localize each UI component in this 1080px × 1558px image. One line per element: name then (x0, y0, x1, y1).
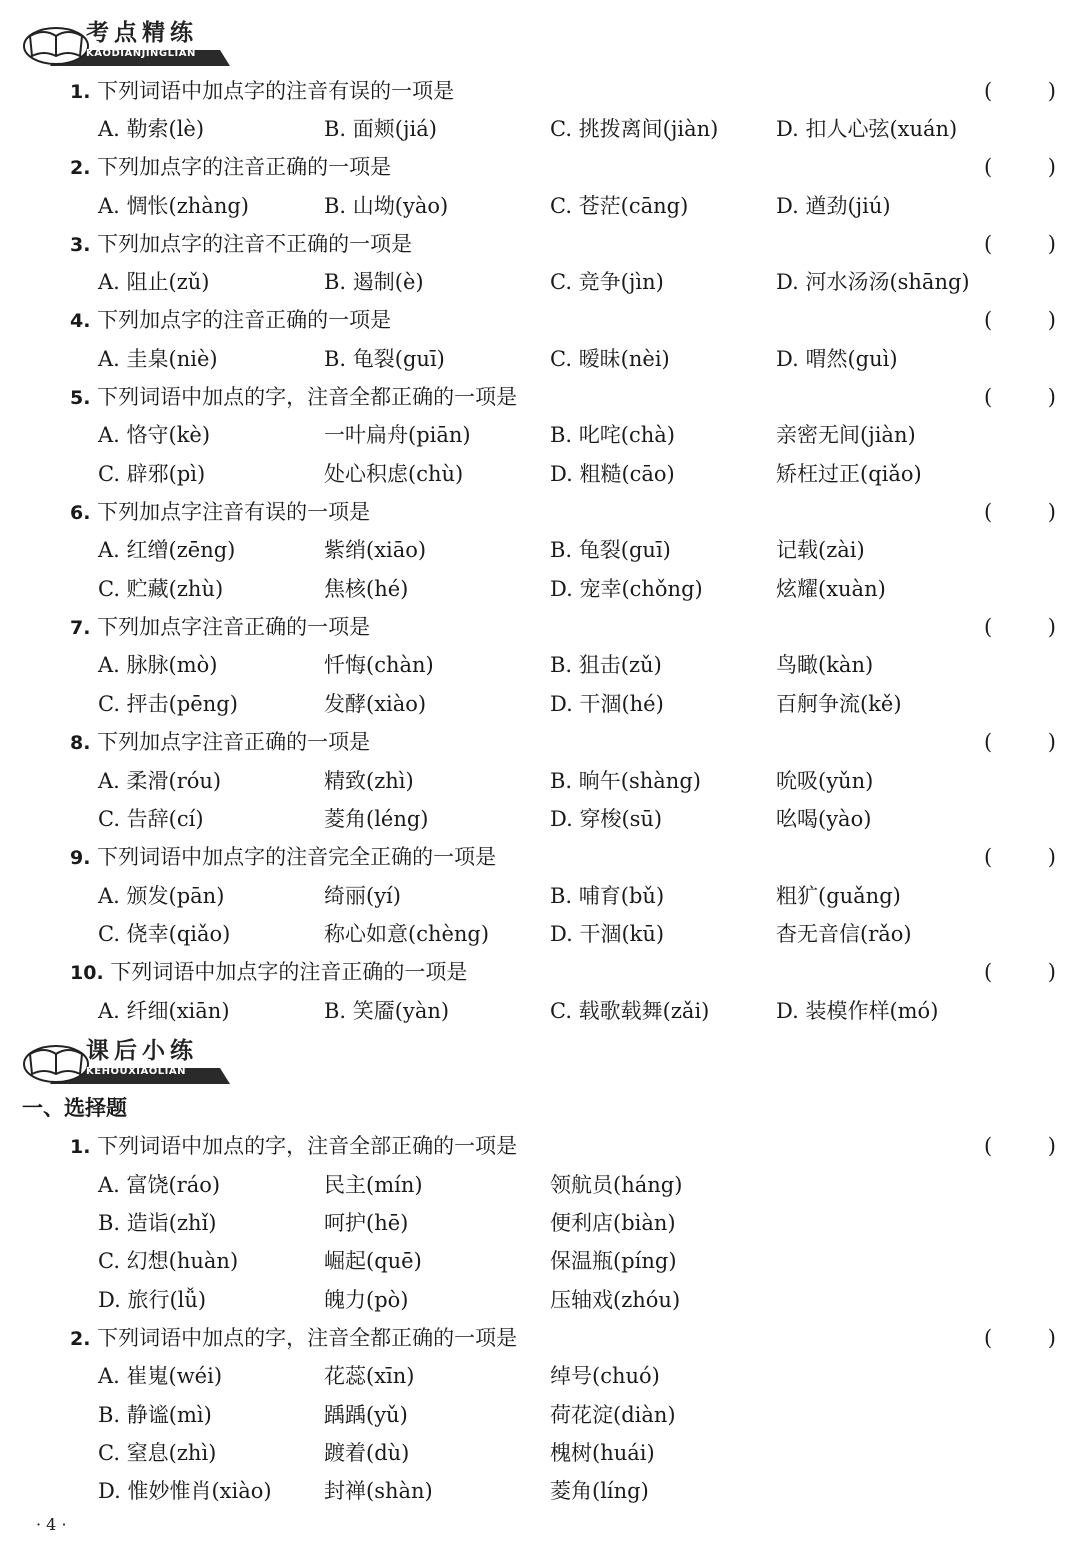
question-text: 下列词语中加点字的注音有误的一项是 (97, 79, 455, 103)
option: 炫耀(xuàn) (776, 577, 886, 601)
option[interactable]: C. 苍茫(cāng) (550, 194, 689, 218)
answer-bracket[interactable]: ( ) (984, 79, 1056, 103)
option-word: 保温瓶(píng) (550, 1249, 677, 1273)
option-row (70, 1247, 1056, 1275)
question-stem (70, 958, 1056, 986)
option[interactable]: D. 惟妙惟肖(xiào) (98, 1479, 272, 1503)
option-word: 花蕊(xīn) (324, 1364, 415, 1388)
question-stem (70, 306, 1056, 334)
option[interactable]: D. 旅行(lǚ) (98, 1288, 207, 1312)
question-text: 下列加点字注音有误的一项是 (97, 500, 371, 524)
option-row (70, 345, 1056, 373)
option[interactable]: C. 告辞(cí) (98, 807, 204, 831)
option-word: 踽踽(yǔ) (324, 1403, 408, 1427)
option[interactable]: C. 挑拨离间(jiàn) (550, 117, 719, 141)
option-word: 魄力(pò) (324, 1288, 409, 1312)
page-number: · 4 · (36, 1515, 67, 1534)
option[interactable]: B. 叱咤(chà) (550, 423, 675, 447)
option: 忏悔(chàn) (324, 653, 434, 677)
option-row (70, 882, 1056, 910)
answer-bracket[interactable]: ( ) (984, 308, 1056, 332)
section-pinyin: KEHOUXIAOLIAN (86, 1066, 186, 1077)
option-row (70, 536, 1056, 564)
question-number: 9. (70, 847, 91, 869)
question-stem (70, 498, 1056, 526)
question-stem (70, 230, 1056, 258)
question-number: 1. (70, 1136, 91, 1158)
option-row (70, 192, 1056, 220)
question-stem (70, 77, 1056, 105)
option: 绮丽(yí) (324, 884, 401, 908)
option[interactable]: B. 龟裂(guī) (324, 347, 445, 371)
question-stem (70, 613, 1056, 641)
answer-bracket[interactable]: ( ) (984, 960, 1056, 984)
question-stem (70, 843, 1056, 871)
question-number: 5. (70, 387, 91, 409)
question-number: 6. (70, 502, 91, 524)
option[interactable]: A. 纤细(xiān) (98, 999, 230, 1023)
option[interactable]: B. 笑靥(yàn) (324, 999, 450, 1023)
question-stem (70, 1324, 1056, 1352)
option[interactable]: B. 山坳(yào) (324, 194, 449, 218)
option: 记载(zài) (776, 538, 865, 562)
option: 处心积虑(chù) (324, 462, 464, 486)
option-row (70, 1286, 1056, 1314)
option[interactable]: C. 竞争(jìn) (550, 270, 664, 294)
option: 杳无音信(rǎo) (776, 922, 912, 946)
question-text: 下列加点字的注音正确的一项是 (97, 308, 392, 332)
option[interactable]: D. 装模作样(mó) (776, 999, 939, 1023)
option: 称心如意(chèng) (324, 922, 490, 946)
option-row (70, 1362, 1056, 1390)
option-row (70, 268, 1056, 296)
question-text: 下列加点字注音正确的一项是 (97, 615, 371, 639)
answer-bracket[interactable]: ( ) (984, 232, 1056, 256)
option[interactable]: B. 哺育(bǔ) (550, 884, 665, 908)
option-row (70, 920, 1056, 948)
question-stem (70, 1132, 1056, 1160)
option-word: 领航员(háng) (550, 1173, 683, 1197)
option-word: 压轴戏(zhóu) (550, 1288, 681, 1312)
question-number: 3. (70, 234, 91, 256)
option: 精致(zhì) (324, 769, 414, 793)
option[interactable]: C. 辟邪(pì) (98, 462, 206, 486)
option-row (70, 1209, 1056, 1237)
question-text: 下列加点字的注音正确的一项是 (97, 155, 392, 179)
question-number: 7. (70, 617, 91, 639)
question-number: 1. (70, 81, 91, 103)
option[interactable]: B. 龟裂(guī) (550, 538, 671, 562)
option[interactable]: A. 颁发(pān) (98, 884, 225, 908)
option[interactable]: C. 暧昧(nèi) (550, 347, 670, 371)
question-text: 下列词语中加点的字，注音全部正确的一项是 (97, 1134, 518, 1158)
option[interactable]: D. 喟然(guì) (776, 347, 898, 371)
option-word: 绰号(chuó) (550, 1364, 660, 1388)
option: 一叶扁舟(piān) (324, 423, 471, 447)
option[interactable]: D. 穿梭(sū) (550, 807, 663, 831)
question-number: 4. (70, 310, 91, 332)
option: 发酵(xiào) (324, 692, 427, 716)
option-word: 槐树(huái) (550, 1441, 655, 1465)
option[interactable]: B. 晌午(shàng) (550, 769, 701, 793)
option-word: 便利店(biàn) (550, 1211, 676, 1235)
option: 鸟瞰(kàn) (776, 653, 874, 677)
option: 矫枉过正(qiǎo) (776, 462, 922, 486)
option[interactable]: D. 遒劲(jiú) (776, 194, 891, 218)
answer-bracket[interactable]: ( ) (984, 500, 1056, 524)
option[interactable]: B. 面颊(jiá) (324, 117, 437, 141)
answer-bracket[interactable]: ( ) (984, 845, 1056, 869)
option-row (70, 690, 1056, 718)
option[interactable]: A. 富饶(ráo) (98, 1173, 221, 1197)
option-row (70, 460, 1056, 488)
question-stem (70, 728, 1056, 756)
question-text: 下列加点字的注音不正确的一项是 (97, 232, 413, 256)
option: 紫绡(xiāo) (324, 538, 427, 562)
option-row (70, 1477, 1056, 1505)
answer-bracket[interactable]: ( ) (984, 730, 1056, 754)
answer-bracket[interactable]: ( ) (984, 155, 1056, 179)
option[interactable]: B. 遏制(è) (324, 270, 424, 294)
option-word: 封禅(shàn) (324, 1479, 433, 1503)
option[interactable]: D. 扣人心弦(xuán) (776, 117, 958, 141)
option-row (70, 575, 1056, 603)
option[interactable]: A. 阻止(zǔ) (98, 270, 210, 294)
option-word: 荷花淀(diàn) (550, 1403, 676, 1427)
question-text: 下列词语中加点字的注音正确的一项是 (110, 960, 468, 984)
option[interactable]: C. 窒息(zhì) (98, 1441, 217, 1465)
question-stem (70, 153, 1056, 181)
option: 亲密无间(jiàn) (776, 423, 916, 447)
answer-bracket[interactable]: ( ) (984, 385, 1056, 409)
option-row (70, 1401, 1056, 1429)
option: 焦核(hé) (324, 577, 409, 601)
option-row (70, 421, 1056, 449)
option[interactable]: B. 静谧(mì) (98, 1403, 212, 1427)
section-header-kaodian (20, 14, 230, 64)
option[interactable]: A. 脉脉(mò) (98, 653, 218, 677)
option: 粗犷(guǎng) (776, 884, 901, 908)
option[interactable]: A. 柔滑(róu) (98, 769, 222, 793)
option[interactable]: C. 抨击(pēng) (98, 692, 238, 716)
option: 吆喝(yào) (776, 807, 872, 831)
option-row (70, 1171, 1056, 1199)
option-word: 菱角(líng) (550, 1479, 649, 1503)
option[interactable]: D. 干涸(hé) (550, 692, 664, 716)
option[interactable]: C. 贮藏(zhù) (98, 577, 224, 601)
question-number: 2. (70, 157, 91, 179)
option[interactable]: A. 圭臬(niè) (98, 347, 218, 371)
option-row (70, 805, 1056, 833)
option-row (70, 651, 1056, 679)
option-word: 呵护(hē) (324, 1211, 409, 1235)
option-row (70, 997, 1056, 1025)
option-word: 民主(mín) (324, 1173, 423, 1197)
option[interactable]: A. 恪守(kè) (98, 423, 211, 447)
option[interactable]: D. 宠幸(chǒng) (550, 577, 703, 601)
option: 菱角(léng) (324, 807, 429, 831)
answer-bracket[interactable]: ( ) (984, 1134, 1056, 1158)
part-title: 一、选择题 (22, 1095, 127, 1120)
option-row (70, 767, 1056, 795)
question-number: 8. (70, 732, 91, 754)
option[interactable]: B. 造诣(zhǐ) (98, 1211, 217, 1235)
option[interactable]: C. 幻想(huàn) (98, 1249, 239, 1273)
section-pinyin: KAODIANJINGLIAN (86, 48, 196, 59)
option[interactable]: D. 粗糙(cāo) (550, 462, 675, 486)
option[interactable]: A. 崔嵬(wéi) (98, 1364, 223, 1388)
section-header-kehou (20, 1032, 230, 1082)
option[interactable]: A. 惆怅(zhàng) (98, 194, 249, 218)
option[interactable]: B. 狙击(zǔ) (550, 653, 662, 677)
section-title: 课后小练 (86, 1038, 198, 1064)
section-title: 考点精练 (86, 20, 198, 46)
option-word: 踱着(dù) (324, 1441, 410, 1465)
question-text: 下列加点字注音正确的一项是 (97, 730, 371, 754)
option: 百舸争流(kě) (776, 692, 902, 716)
question-text: 下列词语中加点的字，注音全都正确的一项是 (97, 1326, 518, 1350)
question-text: 下列词语中加点字的注音完全正确的一项是 (97, 845, 497, 869)
answer-bracket[interactable]: ( ) (984, 1326, 1056, 1350)
answer-bracket[interactable]: ( ) (984, 615, 1056, 639)
option-word: 崛起(quē) (324, 1249, 422, 1273)
option: 吮吸(yǔn) (776, 769, 874, 793)
question-stem (70, 383, 1056, 411)
option[interactable]: A. 红缯(zēng) (98, 538, 236, 562)
option-row (70, 1439, 1056, 1467)
question-number: 2. (70, 1328, 91, 1350)
question-text: 下列词语中加点的字，注音全都正确的一项是 (97, 385, 518, 409)
option[interactable]: D. 干涸(kū) (550, 922, 665, 946)
option[interactable]: A. 勒索(lè) (98, 117, 205, 141)
option[interactable]: C. 侥幸(qiǎo) (98, 922, 231, 946)
option-row (70, 115, 1056, 143)
option[interactable]: C. 载歌载舞(zǎi) (550, 999, 710, 1023)
option[interactable]: D. 河水汤汤(shāng) (776, 270, 970, 294)
question-number: 10. (70, 962, 104, 984)
